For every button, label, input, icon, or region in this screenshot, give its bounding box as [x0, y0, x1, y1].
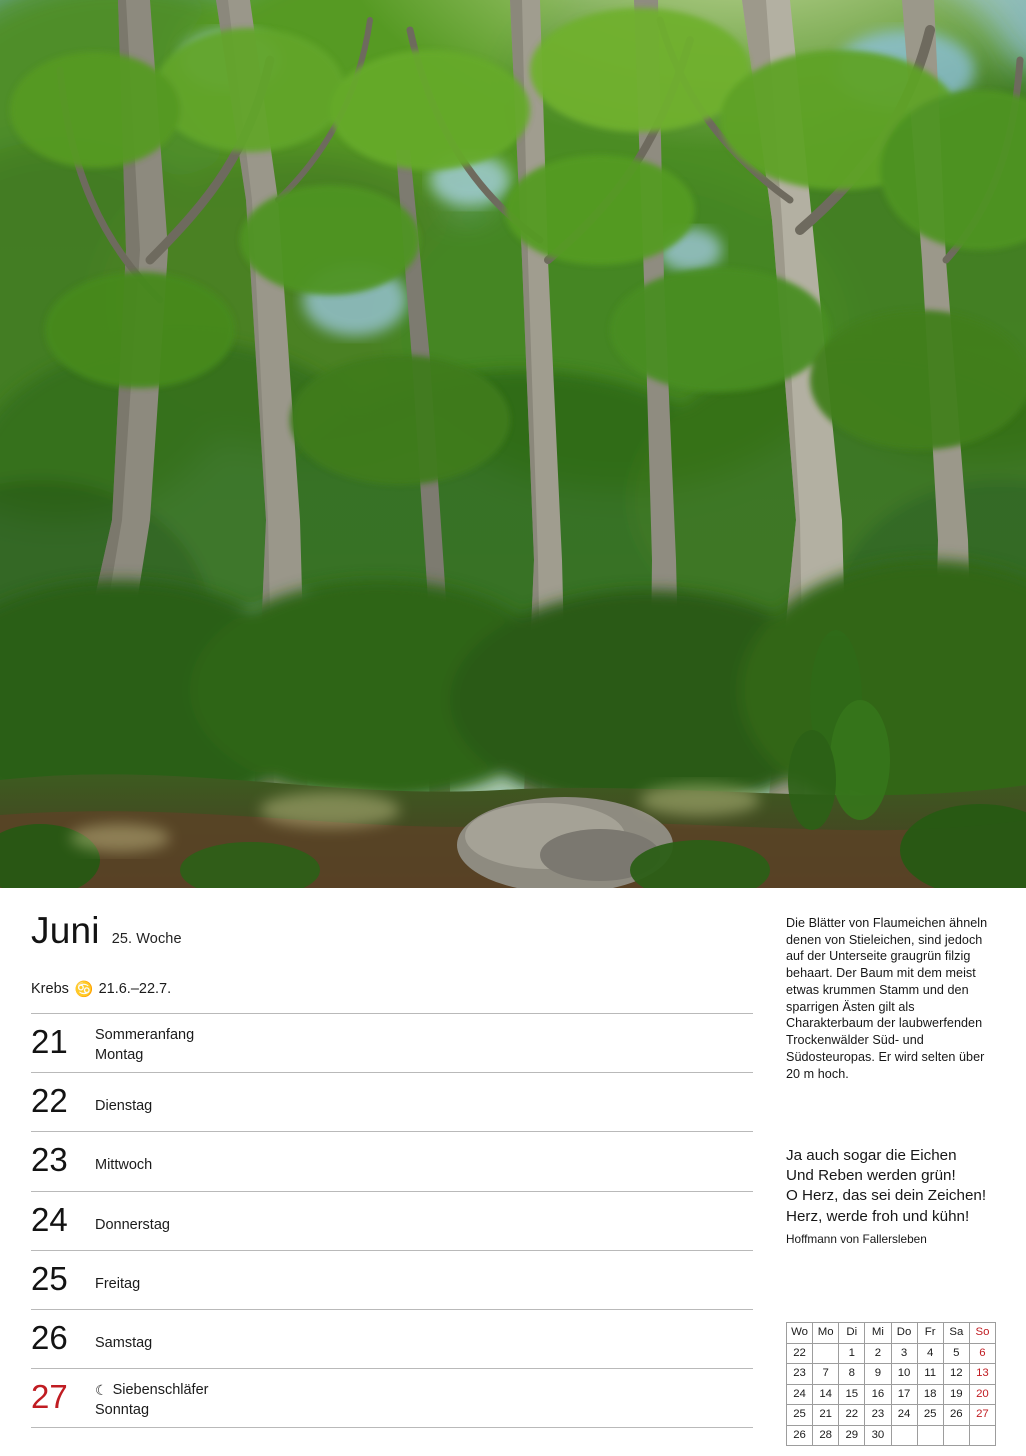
mini-day-sunday: 27 — [969, 1405, 995, 1426]
mini-day: 19 — [943, 1384, 969, 1405]
day-special — [95, 1381, 208, 1399]
mini-day — [813, 1343, 839, 1364]
day-special-label: Sommeranfang — [95, 1027, 195, 1043]
mini-day: 10 — [891, 1364, 917, 1385]
day-weekday: Samstag — [95, 1334, 153, 1351]
mini-day-empty — [943, 1425, 969, 1446]
day-weekday: Freitag — [95, 1275, 141, 1292]
mini-day: 24 — [891, 1405, 917, 1426]
mini-day: 25 — [917, 1405, 943, 1426]
mini-week-number: 22 — [787, 1343, 813, 1364]
day-row — [31, 1369, 753, 1428]
mini-day-sunday: 20 — [969, 1384, 995, 1405]
day-weekday: Sonntag — [95, 1402, 150, 1419]
day-special — [95, 1026, 194, 1044]
day-number: 22 — [31, 1082, 68, 1120]
day-row — [31, 1310, 753, 1369]
day-number: 23 — [31, 1141, 68, 1179]
mini-day: 11 — [917, 1364, 943, 1385]
week-number: 25. Woche — [111, 931, 182, 947]
calendar-left-column — [31, 912, 753, 1428]
day-row — [31, 1132, 753, 1191]
mini-day: 28 — [813, 1425, 839, 1446]
moon-phase-icon: ☾ — [95, 1382, 108, 1399]
mini-week-number: 24 — [787, 1384, 813, 1405]
mini-day: 29 — [839, 1425, 865, 1446]
mini-week-number: 26 — [787, 1425, 813, 1446]
mini-week-number: 25 — [787, 1405, 813, 1426]
mini-header-sa: Sa — [943, 1323, 969, 1344]
mini-header-mi: Mi — [865, 1323, 891, 1344]
day-row — [31, 1073, 753, 1132]
day-number: 26 — [31, 1318, 68, 1356]
zodiac-range: 21.6.–22.7. — [98, 981, 172, 997]
mini-calendar-row — [787, 1384, 996, 1405]
mini-header-so: So — [969, 1323, 995, 1344]
poem-line: O Herz, das sei dein Zeichen! — [786, 1187, 987, 1205]
zodiac-row — [31, 979, 753, 999]
mini-header-week: Wo — [787, 1323, 813, 1344]
mini-day: 3 — [891, 1343, 917, 1364]
mini-day: 17 — [891, 1384, 917, 1405]
mini-day: 23 — [865, 1405, 891, 1426]
day-number: 24 — [31, 1200, 68, 1238]
mini-day: 9 — [865, 1364, 891, 1385]
day-special-label: Siebenschläfer — [112, 1382, 209, 1399]
day-weekday: Dienstag — [95, 1098, 153, 1115]
mini-day: 12 — [943, 1364, 969, 1385]
mini-day: 22 — [839, 1405, 865, 1426]
mini-day: 15 — [839, 1384, 865, 1405]
day-row — [31, 1192, 753, 1251]
zodiac-name: Krebs — [31, 981, 69, 997]
mini-day: 16 — [865, 1384, 891, 1405]
mini-day: 7 — [813, 1364, 839, 1385]
poem-author: Hoffmann von Fallersleben — [786, 1231, 927, 1246]
mini-calendar-header-row — [787, 1323, 996, 1344]
mini-calendar-row — [787, 1343, 996, 1364]
mini-day: 21 — [813, 1405, 839, 1426]
mini-calendar-row — [787, 1405, 996, 1426]
poem-block — [786, 1146, 1001, 1246]
mini-day: 14 — [813, 1384, 839, 1405]
mini-header-do: Do — [891, 1323, 917, 1344]
plant-description: Die Blätter von Flaumeichen ähneln denen von Stieleichen, sind jedoch auf der Unterseite graugrün filzig behaart. Der Baum mit dem meist etwas krummen Stamm und den sparrigen Ästen gilt als Charakterbaum der laubwerfenden Trockenwälder Süd- und Südosteuropas. Er wird selten über 20 m hoch. — [786, 916, 988, 1081]
cancer-zodiac-icon: ♋ — [74, 980, 93, 998]
calendar-sheet — [0, 888, 1026, 1456]
mini-month-calendar — [786, 1322, 996, 1446]
month-title: Juni — [31, 910, 100, 951]
day-row — [31, 1251, 753, 1310]
day-number: 27 — [31, 1378, 68, 1416]
mini-header-di: Di — [839, 1323, 865, 1344]
day-weekday: Mittwoch — [95, 1157, 153, 1174]
mini-day-empty — [891, 1425, 917, 1446]
poem-line: Ja auch sogar die Eichen — [786, 1147, 957, 1164]
mini-week-number: 23 — [787, 1364, 813, 1385]
mini-day-empty — [917, 1425, 943, 1446]
mini-header-mo: Mo — [813, 1323, 839, 1344]
day-row — [31, 1014, 753, 1073]
day-weekday: Donnerstag — [95, 1216, 170, 1233]
mini-day: 1 — [839, 1343, 865, 1364]
day-number: 21 — [31, 1023, 68, 1060]
poem-line: Und Reben werden grün! — [786, 1167, 956, 1185]
mini-day: 18 — [917, 1384, 943, 1405]
mini-header-fr: Fr — [917, 1323, 943, 1344]
mini-day: 8 — [839, 1364, 865, 1385]
info-block — [786, 915, 996, 1082]
mini-day: 30 — [865, 1425, 891, 1446]
mini-day: 2 — [865, 1343, 891, 1364]
mini-calendar-row — [787, 1364, 996, 1385]
mini-day-empty — [969, 1425, 995, 1446]
mini-day-sunday: 13 — [969, 1364, 995, 1385]
mini-day: 4 — [917, 1343, 943, 1364]
poem-line: Herz, werde froh und kühn! — [786, 1207, 970, 1225]
day-list — [31, 1013, 753, 1428]
month-header — [31, 912, 753, 958]
mini-day: 5 — [943, 1343, 969, 1364]
day-number: 25 — [31, 1259, 68, 1297]
day-weekday: Montag — [95, 1047, 144, 1064]
mini-day: 26 — [943, 1405, 969, 1426]
mini-day-sunday: 6 — [969, 1343, 995, 1364]
mini-calendar-row — [787, 1425, 996, 1446]
